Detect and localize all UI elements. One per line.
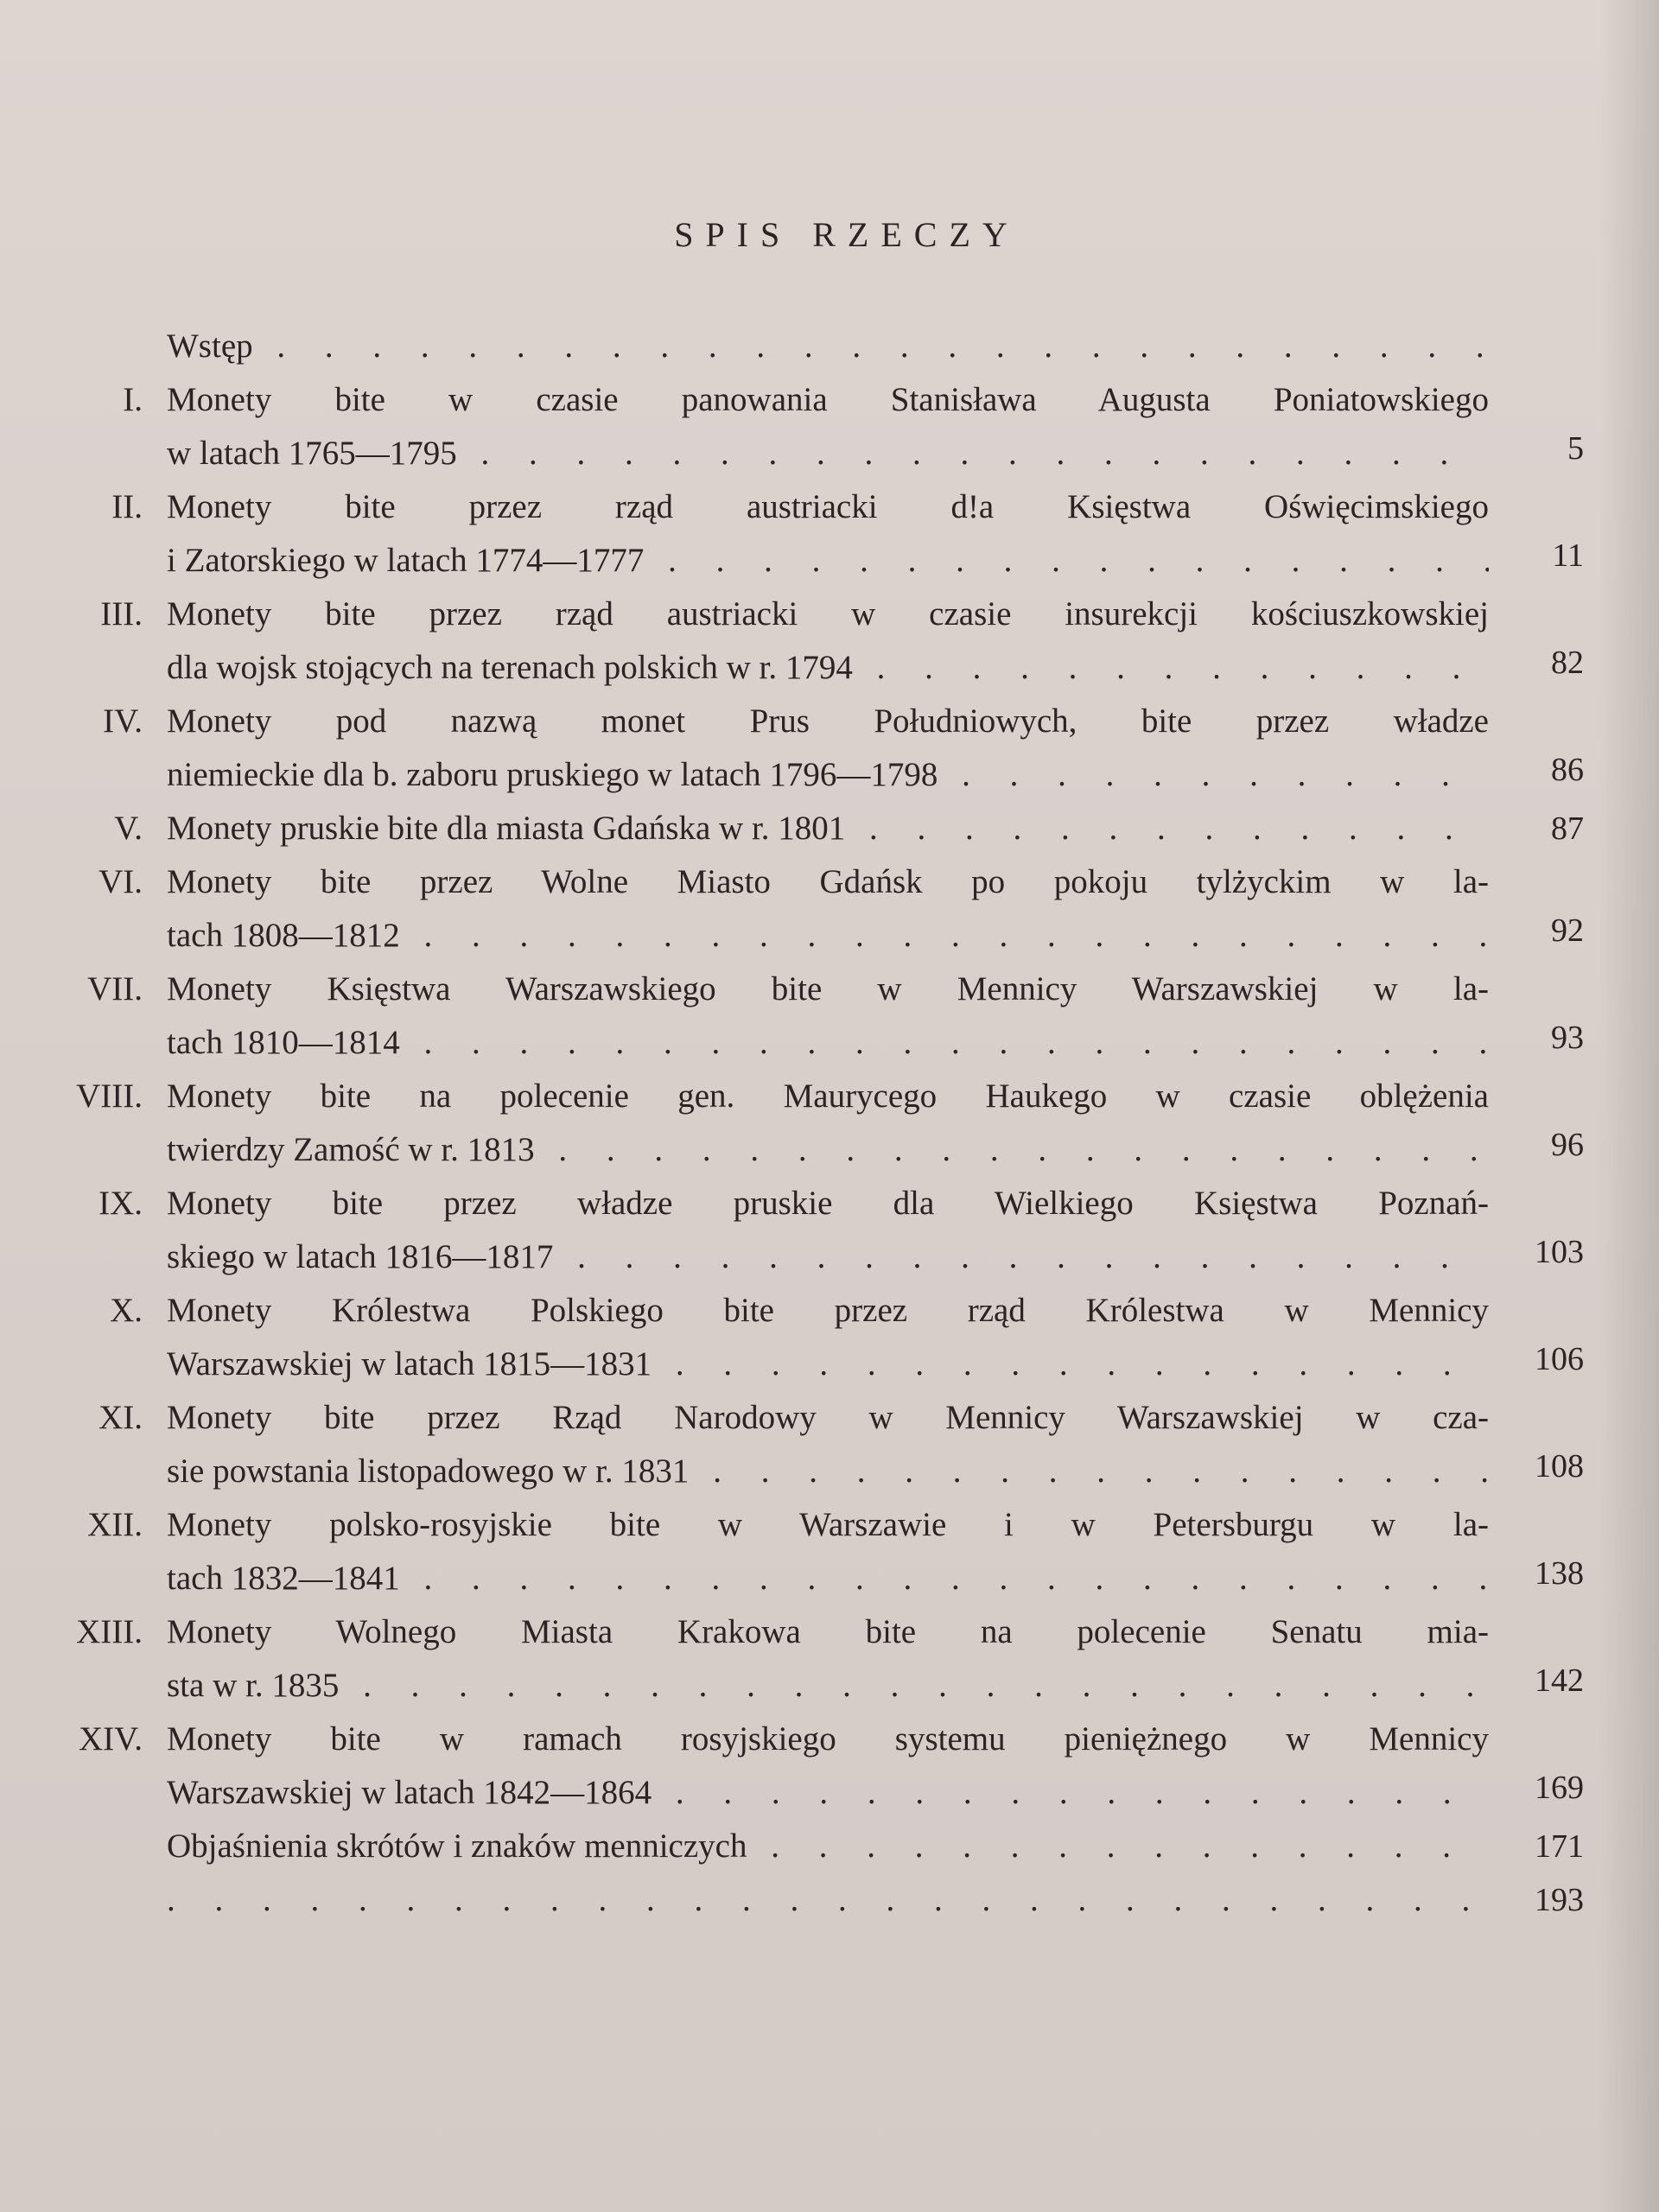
page-number: 82 bbox=[1551, 645, 1584, 681]
table-of-contents bbox=[52, 320, 1624, 1927]
entry-text bbox=[167, 1284, 1489, 1391]
entry-line: tach 1810—1814 . . bbox=[167, 1016, 1489, 1070]
chapter-number: V. bbox=[114, 810, 143, 847]
entry-line: Monety bite przez rząd austriacki d!a Księstwa Oświęcimskiego bbox=[167, 488, 1489, 525]
page-number: 92 bbox=[1551, 912, 1584, 949]
toc-entry bbox=[52, 1713, 1624, 1820]
entry-line: Monety polsko-rosyjskie bite w Warszawie i w Petersburgu w la- bbox=[167, 1506, 1489, 1543]
entry-line: niemieckie dla b. zaboru pruskiego w latach 1796—1798 . . bbox=[167, 748, 1489, 802]
toc-entry bbox=[52, 802, 1624, 855]
entry-line: sta w r. 1835 . . bbox=[167, 1659, 1489, 1713]
toc-entry bbox=[52, 855, 1624, 963]
entry-line bbox=[167, 1873, 1489, 1927]
entry-text bbox=[167, 588, 1489, 695]
page-number: 11 bbox=[1552, 537, 1584, 574]
entry-text bbox=[167, 1391, 1489, 1498]
entry-text bbox=[167, 373, 1489, 480]
entry-line: Warszawskiej w latach 1842—1864 . . bbox=[167, 1766, 1489, 1820]
chapter-number: XI. bbox=[99, 1399, 143, 1436]
page-number: 96 bbox=[1551, 1127, 1584, 1163]
entry-line: Wstęp . . bbox=[167, 320, 1489, 373]
page-number: 103 bbox=[1535, 1234, 1584, 1270]
page-number: 87 bbox=[1551, 810, 1584, 847]
entry-line: Objaśnienia skrótów i znaków menniczych . . bbox=[167, 1820, 1489, 1873]
chapter-number: III. bbox=[100, 595, 143, 632]
chapter-number: VII. bbox=[87, 970, 143, 1007]
page-number: 171 bbox=[1535, 1828, 1584, 1865]
entry-line: Monety bite w czasie panowania Stanisława Augusta Poniatowskiego bbox=[167, 381, 1489, 418]
toc-entry bbox=[52, 588, 1624, 695]
toc-entry bbox=[52, 1177, 1624, 1284]
entry-line: sie powstania listopadowego w r. 1831 . . bbox=[167, 1445, 1489, 1498]
toc-entry bbox=[52, 1070, 1624, 1177]
entry-text bbox=[167, 1498, 1489, 1605]
toc-entry bbox=[52, 320, 1624, 373]
entry-line: Warszawskiej w latach 1815—1831 . . bbox=[167, 1338, 1489, 1391]
entry-line: Monety Królestwa Polskiego bite przez rząd Królestwa w Mennicy bbox=[167, 1292, 1489, 1329]
chapter-number: II. bbox=[111, 488, 143, 525]
toc-entry bbox=[52, 695, 1624, 802]
entry-line: tach 1808—1812 . . bbox=[167, 909, 1489, 963]
entry-line: Monety Księstwa Warszawskiego bite w Mennicy Warszawskiej w la- bbox=[167, 970, 1489, 1007]
entry-text bbox=[167, 320, 1489, 373]
entry-line: w latach 1765—1795 . . bbox=[167, 427, 1489, 480]
page-number: 169 bbox=[1535, 1770, 1584, 1806]
entry-text bbox=[167, 1070, 1489, 1177]
entry-text bbox=[167, 1873, 1489, 1927]
entry-line: Monety bite przez Wolne Miasto Gdańsk po pokoju tylżyckim w la- bbox=[167, 863, 1489, 900]
entry-text bbox=[167, 1177, 1489, 1284]
chapter-number: XIV. bbox=[78, 1720, 143, 1758]
entry-line: i Zatorskiego w latach 1774—1777 . . bbox=[167, 534, 1489, 588]
entry-text bbox=[167, 1820, 1489, 1873]
chapter-number: XIII. bbox=[76, 1613, 143, 1650]
entry-text bbox=[167, 480, 1489, 588]
entry-text bbox=[167, 855, 1489, 963]
toc-entry bbox=[52, 480, 1624, 588]
toc-entry bbox=[52, 963, 1624, 1070]
toc-entry bbox=[52, 1873, 1624, 1927]
entry-line: Monety bite przez rząd austriacki w czasie insurekcji kościuszkowskiej bbox=[167, 595, 1489, 632]
page-number: 106 bbox=[1535, 1341, 1584, 1377]
chapter-number: VI. bbox=[99, 863, 143, 900]
chapter-number: I. bbox=[123, 381, 143, 418]
page-number: 193 bbox=[1535, 1882, 1584, 1918]
toc-entry bbox=[52, 1284, 1624, 1391]
page-number: 108 bbox=[1535, 1448, 1584, 1484]
entry-line: Monety bite na polecenie gen. Maurycego Haukego w czasie oblężenia bbox=[167, 1077, 1489, 1115]
chapter-number: XII. bbox=[87, 1506, 143, 1543]
page-title: SPIS RZECZY bbox=[674, 215, 1020, 254]
page-number: 138 bbox=[1535, 1555, 1584, 1592]
entry-line: skiego w latach 1816—1817 . . bbox=[167, 1230, 1489, 1284]
toc-entry bbox=[52, 1605, 1624, 1713]
toc-entry bbox=[52, 1498, 1624, 1605]
entry-text bbox=[167, 1713, 1489, 1820]
page-number: 142 bbox=[1535, 1662, 1584, 1699]
page-number: 5 bbox=[1567, 430, 1584, 467]
page-number: 86 bbox=[1551, 752, 1584, 788]
entry-line: Monety Wolnego Miasta Krakowa bite na polecenie Senatu mia- bbox=[167, 1613, 1489, 1650]
entry-line: Monety bite przez władze pruskie dla Wielkiego Księstwa Poznań- bbox=[167, 1185, 1489, 1222]
entry-line: tach 1832—1841 . . bbox=[167, 1552, 1489, 1605]
entry-line: Monety pod nazwą monet Prus Południowych, bite przez władze bbox=[167, 702, 1489, 740]
chapter-number: IV. bbox=[103, 702, 143, 740]
chapter-number: IX. bbox=[99, 1185, 143, 1222]
chapter-number: VIII. bbox=[76, 1077, 143, 1115]
entry-line: Monety bite przez Rząd Narodowy w Mennicy Warszawskiej w cza- bbox=[167, 1399, 1489, 1436]
entry-text bbox=[167, 802, 1489, 855]
entry-line: Monety pruskie bite dla miasta Gdańska w r. 1801 . . bbox=[167, 802, 1489, 855]
entry-text bbox=[167, 695, 1489, 802]
page-number: 93 bbox=[1551, 1020, 1584, 1056]
toc-entry bbox=[52, 1391, 1624, 1498]
entry-text bbox=[167, 1605, 1489, 1713]
toc-entry bbox=[52, 373, 1624, 480]
entry-line: twierdzy Zamość w r. 1813 . . bbox=[167, 1123, 1489, 1177]
entry-line: Monety bite w ramach rosyjskiego systemu pieniężnego w Mennicy bbox=[167, 1720, 1489, 1758]
entry-text bbox=[167, 963, 1489, 1070]
chapter-number: X. bbox=[110, 1292, 143, 1329]
toc-entry bbox=[52, 1820, 1624, 1873]
entry-line: dla wojsk stojących na terenach polskich w r. 1794 . . bbox=[167, 641, 1489, 695]
